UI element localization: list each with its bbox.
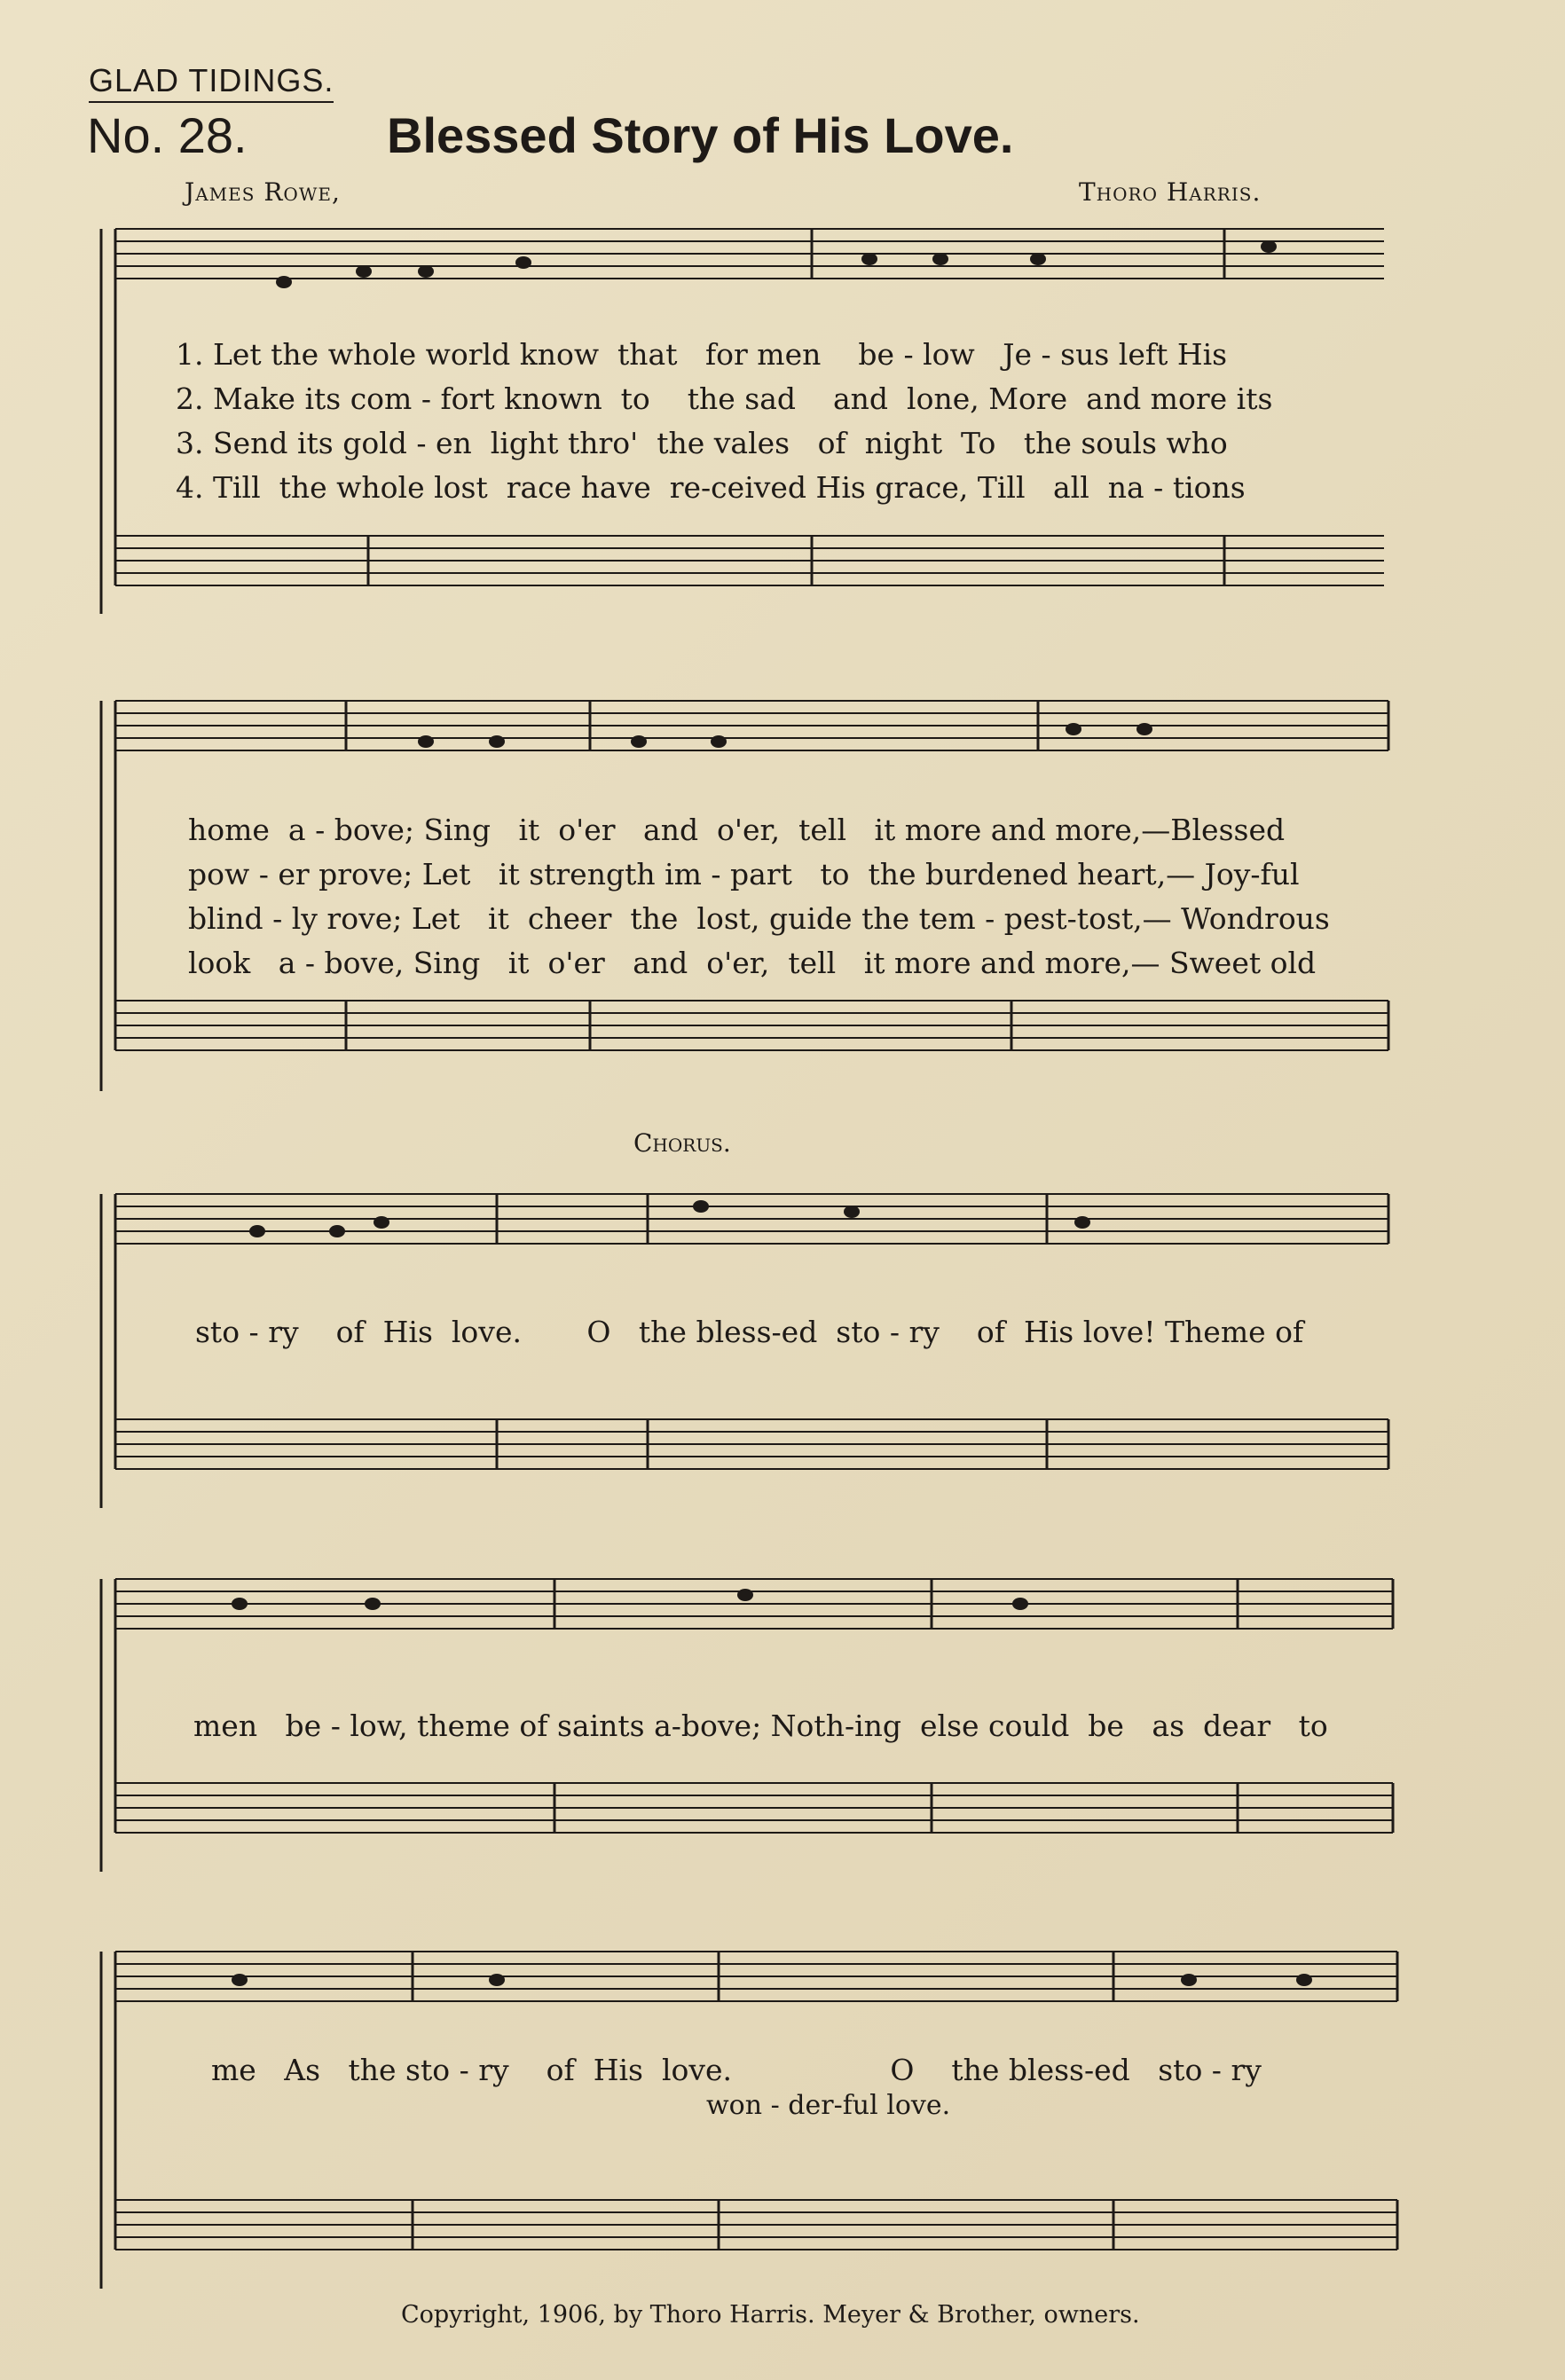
verse-line-1-3: 3. Send its gold - en light thro' the vales of night To the souls who [176, 426, 1228, 460]
verse-line-1-4: 4. Till the whole lost race have re-ceived His grace, Till all na - tions [176, 470, 1246, 505]
system-2-staves [101, 701, 1388, 1091]
verse-line-1-2: 2. Make its com - fort known to the sad and lone, More and more its [176, 381, 1273, 416]
verse-line-2-3: blind - ly rove; Let it cheer the lost, guide the tem - pest-tost,— Wondrous [188, 901, 1330, 936]
verse-line-2-2: pow - er prove; Let it strength im - part to the burdened heart,— Joy-ful [188, 857, 1300, 892]
copyright: Copyright, 1906, by Thoro Harris. Meyer & Brother, owners. [401, 2301, 1140, 2329]
hymn-title: Blessed Story of His Love. [387, 107, 1014, 163]
system-3-staves [101, 1194, 1388, 1508]
composer: Thoro Harris. [1079, 177, 1262, 207]
hymn-number: No. 28. [87, 107, 248, 163]
book-title: GLAD TIDINGS. [89, 62, 334, 103]
chorus-lyric-3-alt: won - der-ful love. [706, 2090, 951, 2121]
lyricist: James Rowe, [185, 177, 341, 207]
chorus-lyric-1: sto - ry of His love. O the bless-ed sto - ry of His love! Theme of [195, 1315, 1304, 1349]
verse-line-1-1: 1. Let the whole world know that for men be - low Je - sus left His [176, 337, 1228, 372]
chorus-lyric-3: me As the sto - ry of His love. O the bless-ed sto - ry [211, 2053, 1262, 2087]
verse-line-2-4: look a - bove, Sing it o'er and o'er, tell it more and more,— Sweet old [188, 946, 1317, 980]
chorus-label: Chorus. [633, 1128, 731, 1158]
system-1-staves [101, 229, 1384, 614]
verse-line-2-1: home a - bove; Sing it o'er and o'er, tell it more and more,—Blessed [188, 813, 1286, 847]
chorus-lyric-2: men be - low, theme of saints a-bove; Noth-ing else could be as dear to [193, 1708, 1328, 1743]
